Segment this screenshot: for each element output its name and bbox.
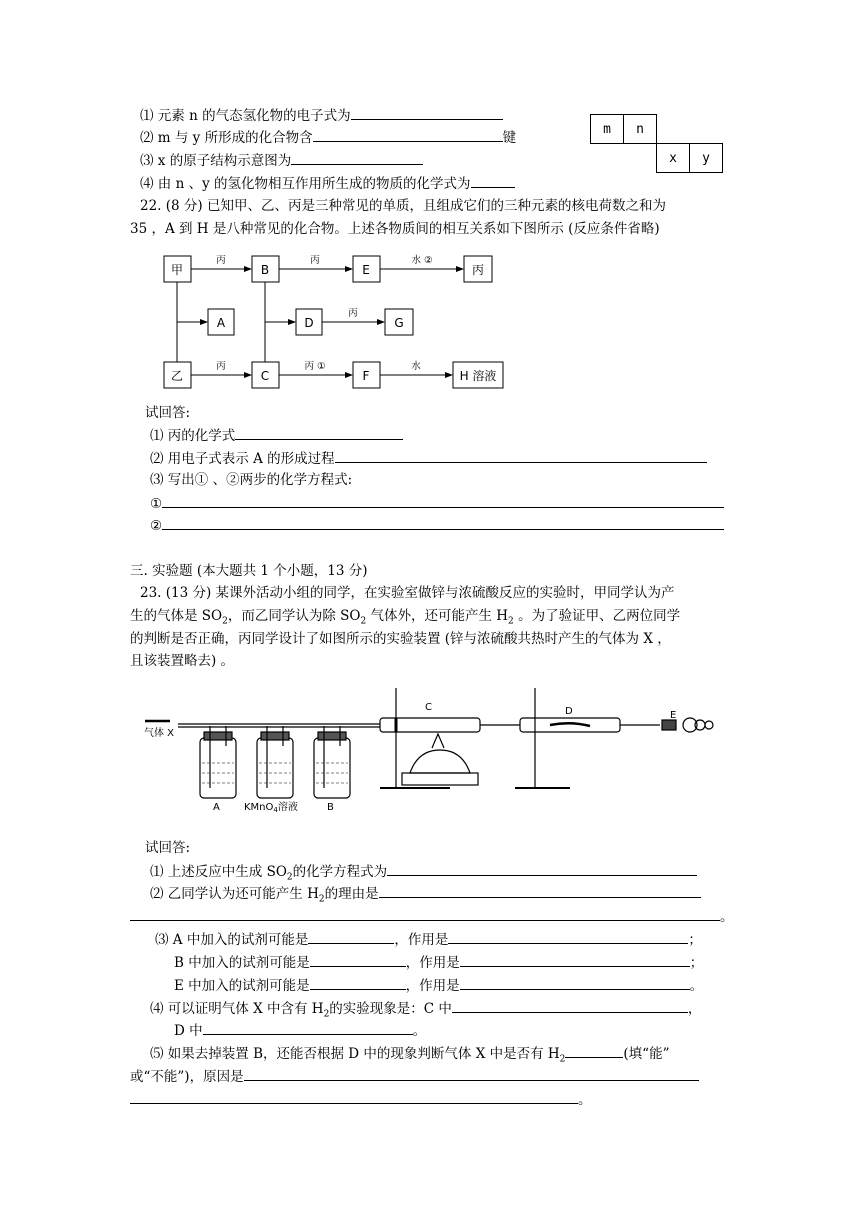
kmno4-label: KMnO$_4$溶液	[244, 802, 298, 813]
answer-blank[interactable]	[244, 1066, 699, 1081]
arrow-label-B-E: 丙	[310, 255, 320, 266]
periodic-table-fragment	[590, 114, 724, 175]
q23-p5-cont: 或“不能”)，原因是	[130, 1066, 699, 1087]
q23-ask: 试回答:	[145, 840, 191, 856]
label-A: A	[216, 316, 226, 330]
cell-n: n	[623, 114, 657, 144]
bottle-A-label: A	[213, 802, 220, 813]
label-D: D	[304, 316, 314, 330]
label-bing: 丙	[471, 263, 485, 277]
q22-ask: 试回答:	[145, 405, 191, 421]
tube-E-label: E	[670, 710, 677, 721]
q23-p5-cont2: 。	[130, 1089, 592, 1110]
q23-p4-D: D 中 。	[174, 1020, 426, 1041]
answer-blank[interactable]	[471, 173, 515, 188]
answer-blank[interactable]	[235, 425, 403, 440]
answer-blank[interactable]	[203, 1020, 413, 1035]
label-jia: 甲	[170, 263, 184, 277]
answer-blank[interactable]	[310, 975, 406, 990]
q22-header-1: 22. (8 分) 已知甲、乙、丙是三种常见的单质，且组成它们的三种元素的核电荷数之和为	[140, 198, 666, 214]
q21-line-3: ⑶ x 的原子结构示意图为	[140, 150, 423, 171]
tube-D-label: D	[565, 706, 573, 717]
q23-p4: ⑷ 可以证明气体 X 中含有 $H_2$的实验现象是：C 中 ，	[150, 998, 701, 1025]
bottle-B-label: B	[327, 802, 334, 813]
arrow-label-E-bing: 水 ②	[411, 255, 433, 266]
label-G: G	[394, 316, 404, 330]
answer-blank[interactable]	[162, 515, 724, 530]
answer-blank[interactable]	[565, 1043, 623, 1058]
cell-x: x	[656, 143, 690, 173]
q23-header-1: 23. (13 分) 某课外活动小组的同学，在实验室做锌与浓硫酸反应的实验时，甲同学认为产	[140, 585, 675, 601]
answer-blank[interactable]	[448, 929, 688, 944]
q22-a3-1: ①	[150, 493, 724, 514]
answer-blank[interactable]	[313, 127, 503, 142]
answer-blank[interactable]	[460, 952, 690, 967]
label-H: H 溶液	[459, 369, 497, 383]
label-E: E	[362, 263, 370, 277]
label-F: F	[362, 369, 370, 383]
reaction-flow-diagram	[150, 248, 530, 393]
q21-line-4: ⑷ 由 n 、y 的氢化物相互作用所生成的物质的化学式为	[140, 173, 515, 194]
q22-a3-2: ②	[150, 515, 724, 536]
q23-p2-cont: 。	[130, 906, 734, 927]
arrow-label-F-H: 水	[411, 361, 421, 372]
q23-p5: ⑸ 如果去掉装置 B，还能否根据 D 中的现象判断气体 X 中是否有 $H_2$ (填“能”	[150, 1043, 669, 1070]
q23-p3-E: E 中加入的试剂可能是 ，作用是 。	[174, 975, 703, 996]
cell-y: y	[689, 143, 723, 173]
q23-header-4: 且该装置略去) 。	[130, 653, 235, 669]
q21-line-1: ⑴ 元素 n 的气态氢化物的电子式为	[140, 105, 503, 126]
gas-x-label: 气体 X	[144, 728, 175, 739]
answer-blank[interactable]	[130, 906, 720, 921]
q23-p2: ⑵ 乙同学认为还可能产生 $H_2$的理由是	[150, 883, 701, 910]
answer-blank[interactable]	[308, 929, 394, 944]
q23-p3-B: B 中加入的试剂可能是 ，作用是 ；	[174, 952, 703, 973]
answer-blank[interactable]	[351, 105, 503, 120]
answer-blank[interactable]	[130, 1089, 578, 1104]
answer-blank[interactable]	[452, 998, 688, 1013]
answer-blank[interactable]	[379, 883, 701, 898]
q23-header-3: 的判断是否正确，丙同学设计了如图所示的实验装置 (锌与浓硫酸共热时产生的气体为 X ，	[130, 631, 671, 647]
answer-blank[interactable]	[387, 861, 697, 876]
answer-blank[interactable]	[291, 150, 423, 165]
answer-blank[interactable]	[335, 448, 707, 463]
label-yi: 乙	[170, 369, 184, 383]
section-heading: 三. 实验题 (本大题共 1 个小题，13 分)	[130, 563, 368, 579]
q23-p1: ⑴ 上述反应中生成 $SO_2$的化学方程式为	[150, 861, 697, 888]
q22-a2: ⑵ 用电子式表示 A 的形成过程	[150, 448, 707, 469]
answer-blank[interactable]	[460, 975, 690, 990]
tube-C-label: C	[425, 702, 432, 713]
arrow-label-C-F: 丙 ①	[304, 361, 326, 372]
q22-a3: ⑶ 写出① 、②两步的化学方程式:	[150, 472, 353, 488]
q22-header-2: 35 ，A 到 H 是八种常见的化合物。上述各物质间的相互关系如下图所示 (反应条件省略)	[130, 221, 660, 237]
arrow-label-yi-C: 丙	[216, 361, 226, 372]
experiment-apparatus	[140, 688, 730, 813]
answer-blank[interactable]	[162, 493, 724, 508]
label-B: B	[260, 263, 270, 277]
q21-line-2: ⑵ m 与 y 所形成的化合物含 键	[140, 127, 516, 148]
answer-blank[interactable]	[310, 952, 406, 967]
cell-m: m	[590, 114, 624, 144]
arrow-label-jia-B: 丙	[216, 255, 226, 266]
label-C: C	[260, 369, 270, 383]
q22-a1: ⑴ 丙的化学式	[150, 425, 403, 446]
q23-p3-A: ⑶ A 中加入的试剂可能是 ，作用是 ；	[155, 929, 702, 950]
q23-header-2: 生的气体是 $SO_2$，而乙同学认为除 $SO_2$ 气体外，还可能产生 $H_2$ 。为了验证甲、乙两位同学	[130, 608, 681, 627]
arrow-label-D-G: 丙	[348, 308, 358, 319]
